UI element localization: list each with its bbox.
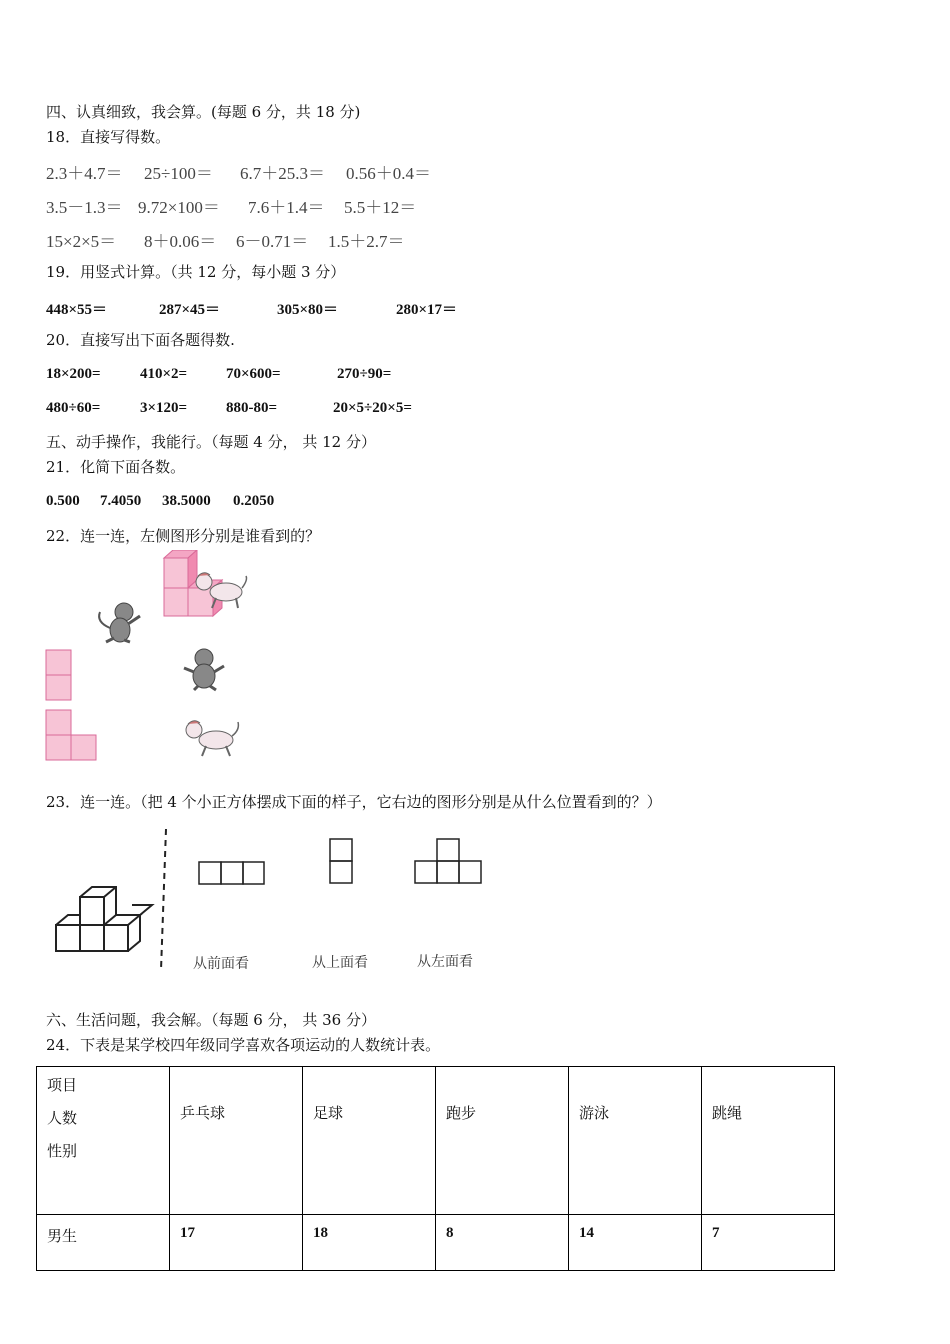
q18-item: 2.3＋4.7＝: [46, 164, 123, 183]
q24-title: 24．下表是某学校四年级同学喜欢各项运动的人数统计表。: [46, 1036, 441, 1054]
q20-item: 3×120=: [140, 400, 188, 416]
top-view-shape: [330, 839, 352, 883]
q20-item: 20×5÷20×5=: [333, 400, 412, 416]
view-shape-column: [46, 650, 71, 700]
column-header: 游泳: [569, 1067, 702, 1215]
table-cell: [303, 1215, 436, 1271]
view-label-top: 从上面看: [312, 955, 368, 971]
column-header: 跑步: [436, 1067, 569, 1215]
corner-label: 人数: [47, 1109, 78, 1127]
dog-icon: [186, 721, 238, 756]
column-header: 足球: [303, 1067, 436, 1215]
table-row: [37, 1215, 835, 1271]
sports-stats-table: [36, 1066, 835, 1271]
q22-figure: [40, 550, 270, 765]
cell-value: 14: [579, 1225, 594, 1241]
q18-item: 6－0.71＝: [236, 232, 309, 251]
q21-item: 7.4050: [100, 493, 142, 509]
q18-row-2: [46, 193, 416, 218]
q18-item: 0.56＋0.4＝: [346, 164, 431, 183]
cube-arrangement: [56, 887, 152, 951]
q20-item: 880-80=: [226, 400, 278, 416]
table-cell: [170, 1215, 303, 1271]
q20-title: 20．直接写出下面各题得数.: [46, 331, 235, 349]
q23-title: 23．连一连。（把 4 个小正方体摆成下面的样子，它右边的图形分别是从什么位置看到的？）: [46, 793, 662, 811]
q20-item: 480÷60=: [46, 400, 101, 416]
table-cell: [436, 1215, 569, 1271]
q21-title: 21．化简下面各数。: [46, 458, 186, 476]
corner-label: 项目: [47, 1076, 78, 1094]
q18-item: 1.5＋2.7＝: [328, 232, 405, 251]
q21-item: 38.5000: [162, 493, 211, 509]
monkey-icon: [99, 603, 140, 642]
corner-label: 性别: [47, 1142, 78, 1160]
cell-value: 7: [712, 1225, 720, 1241]
q18-item: 3.5－1.3＝: [46, 198, 123, 217]
q18-item: 7.6＋1.4＝: [248, 198, 325, 217]
section4-title: 四、认真细致，我会算。(每题 6 分，共 18 分): [46, 103, 361, 121]
view-shape-l: [46, 710, 96, 760]
q19-item: 305×80＝: [277, 302, 339, 318]
section5-title: 五、动手操作，我能行。（每题 4 分， 共 12 分）: [46, 433, 376, 451]
table-corner-cell: [37, 1067, 170, 1215]
view-label-left: 从左面看: [417, 954, 473, 970]
cell-value: 17: [180, 1225, 195, 1241]
q18-row-3: [46, 227, 405, 252]
column-header: 跳绳: [702, 1067, 835, 1215]
q18-item: 6.7＋25.3＝: [240, 164, 325, 183]
q20-item: 70×600=: [226, 366, 281, 382]
q18-item: 15×2×5＝: [46, 232, 117, 251]
q19-item: 287×45＝: [159, 302, 221, 318]
section6-title: 六、生活问题，我会解。（每题 6 分， 共 36 分）: [46, 1011, 376, 1029]
q18-item: 8＋0.06＝: [144, 232, 217, 251]
row-label: 男生: [37, 1215, 170, 1271]
q19-title: 19．用竖式计算。（共 12 分，每小题 3 分）: [46, 263, 346, 281]
q20-item: 18×200=: [46, 366, 101, 382]
q20-item: 410×2=: [140, 366, 188, 382]
q18-item: 25÷100＝: [144, 164, 213, 183]
q18-item: 5.5＋12＝: [344, 198, 417, 217]
view-label-front: 从前面看: [193, 956, 249, 972]
front-view-shape: [199, 862, 264, 884]
q20-item: 270÷90=: [337, 366, 392, 382]
q18-row-1: [46, 159, 431, 184]
dashed-divider: [161, 829, 166, 970]
cell-value: 18: [313, 1225, 328, 1241]
q19-item: 448×55＝: [46, 302, 108, 318]
table-cell: [702, 1215, 835, 1271]
column-header: 乒乓球: [170, 1067, 303, 1215]
q22-title: 22．连一连，左侧图形分别是谁看到的？: [46, 527, 321, 545]
q18-title: 18．直接写得数。: [46, 128, 171, 146]
q21-item: 0.2050: [233, 493, 275, 509]
q18-item: 9.72×100＝: [138, 198, 220, 217]
q19-item: 280×17＝: [396, 302, 458, 318]
cell-value: 8: [446, 1225, 454, 1241]
table-cell: [569, 1215, 702, 1271]
q21-item: 0.500: [46, 493, 80, 509]
left-view-shape: [415, 839, 481, 883]
monkey-icon: [184, 649, 224, 690]
table-header-row: [37, 1067, 835, 1215]
